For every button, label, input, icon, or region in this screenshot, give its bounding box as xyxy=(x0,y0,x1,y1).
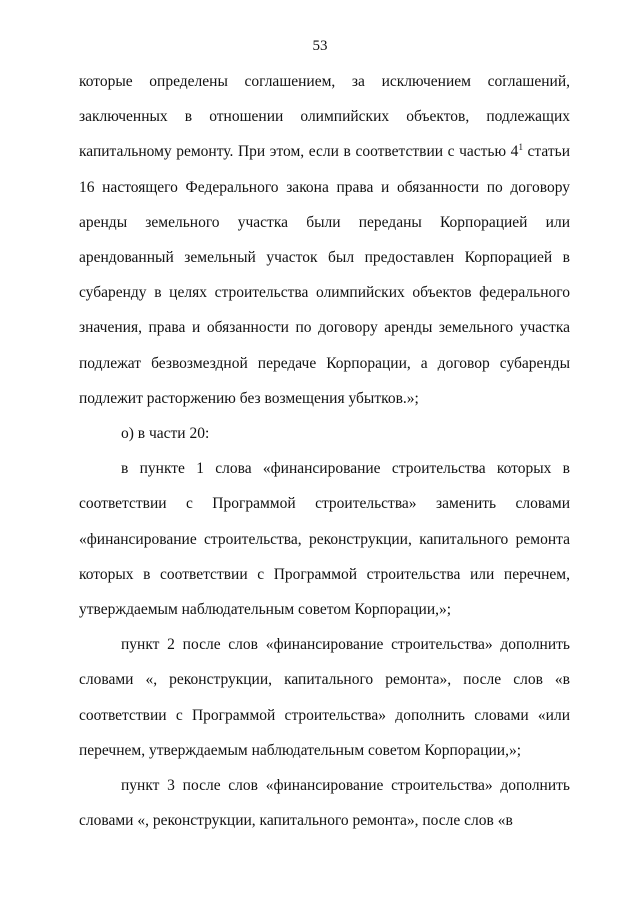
paragraph-text: статьи 16 настоящего Федерального закона права и обязанности по договору аренды земельного участка были переданы Корпорацией или арендованный земельный участок был предоставлен Корпорацией в субаренду в целях строительства олимпийских объектов федерального значения, права и обязанности по договору аренды земельного участка подлежат безвозмездной передаче Корпорации, а договор субаренды подлежит расторжению без возмещения убытков.»; xyxy=(79,143,570,407)
page-number: 53 xyxy=(312,38,328,54)
paragraph-subsection-heading: о) в части 20: xyxy=(121,425,210,443)
paragraph-continuation xyxy=(79,64,570,416)
paragraph-item-2: пункт 2 после слов «финансирование строительства» дополнить словами «, реконструкции, капитального ремонта», после слов «в соответствии с Программой строительства» дополнить словами «или перечнем, утверждаемым наблюдательным советом Корпорации,»; xyxy=(79,636,570,759)
paragraph-item-1: в пункте 1 слова «финансирование строительства которых в соответствии с Программой строительства» заменить словами «финансирование строительства, реконструкции, капитального ремонта которых в соответствии с Программой строительства или перечнем, утверждаемым наблюдательным советом Корпорации,»; xyxy=(79,460,570,619)
paragraph-item-3: пункт 3 после слов «финансирование строительства» дополнить словами «, реконструкции, капитального ремонта», после слов «в xyxy=(79,777,570,830)
paragraph-text: которые определены соглашением, за исключением соглашений, заключенных в отношении олимпийских объектов, подлежащих капитальному ремонту. При этом, если в соответствии с частью 4 xyxy=(79,73,570,161)
document-body xyxy=(79,64,570,838)
superscript-reference: 1 xyxy=(518,142,523,153)
